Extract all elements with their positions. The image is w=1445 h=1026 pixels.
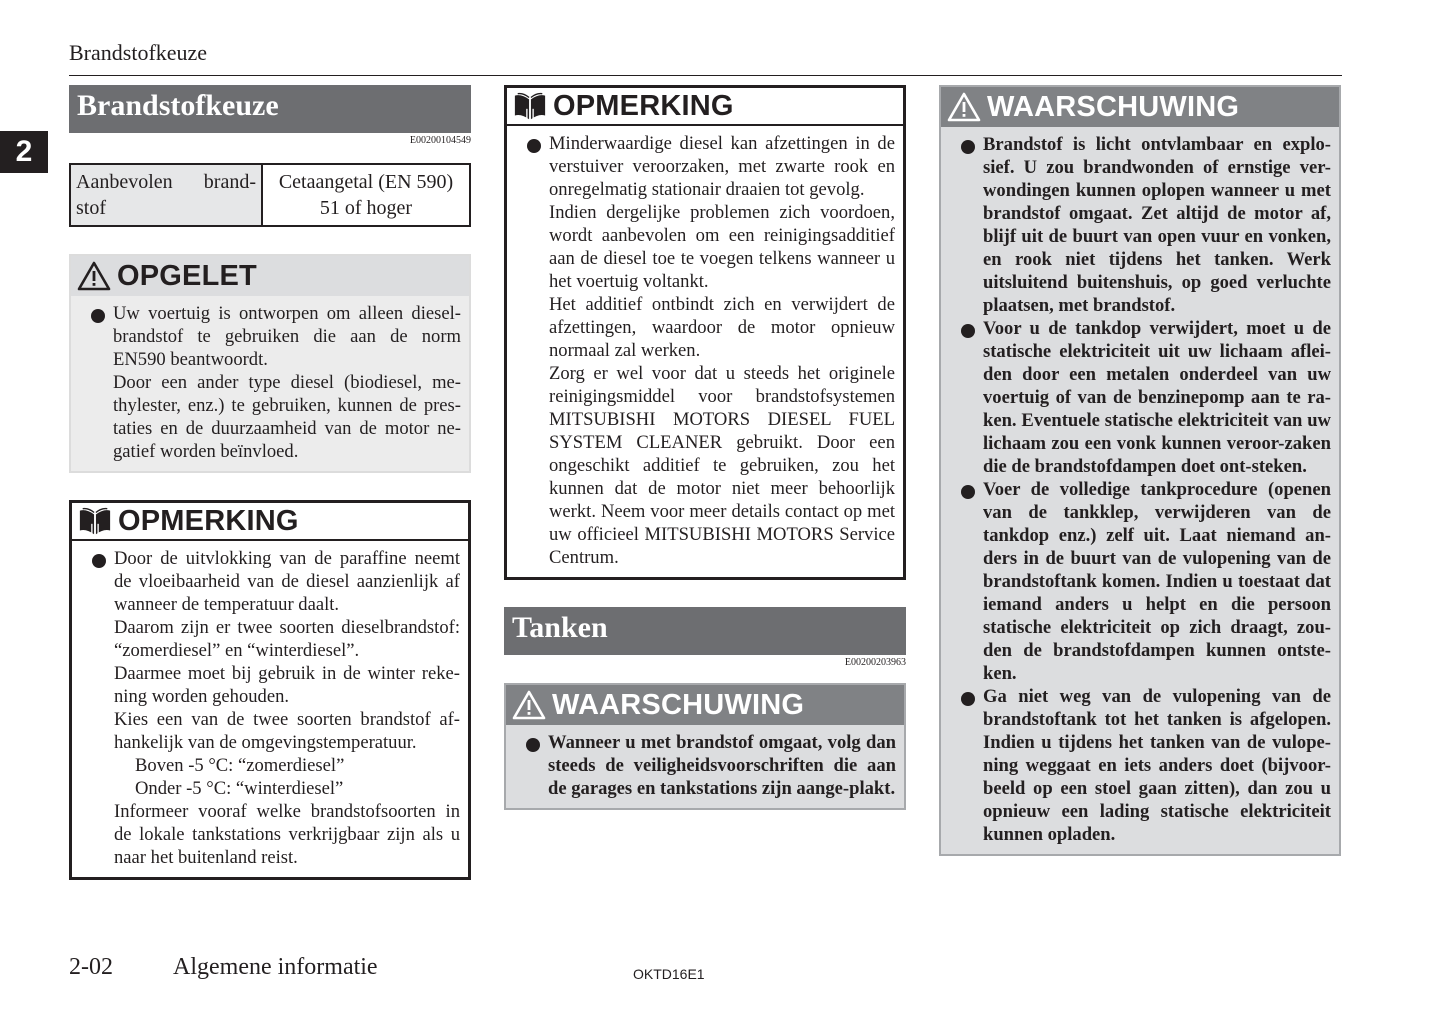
- warning-title: WAARSCHUWING: [552, 688, 805, 721]
- paragraph: Voer de volledige tankprocedure (openen van de tankklep, verwijderen van de tankdop enz.) zelf uit. Laat niemand an-ders in de buurt van de vulopening van de brandstoftank komen. Indien u toestaat dat iemand anders u helpt en die persoon statische elektriciteit op zich draagt, zou-den de brandstofdampen kunnen ontste-ken.: [983, 479, 1331, 684]
- list-item: [947, 478, 1331, 685]
- table-key-cell: Aanbevolen brand-stof: [70, 164, 262, 226]
- warning-triangle-icon: [947, 91, 981, 123]
- caution-title: OPGELET: [117, 259, 257, 292]
- paragraph: Brandstof is licht ontvlambaar en explo-sief. U zou brandwonden of ernstige ver-wondingen kunnen oplopen wanneer u met brandstof omgaat. Zet altijd de motor af, blijf uit de buurt van open vuur en vonken, en rook niet tijdens het tanken. Werk uitsluitend buitenshuis, op goed verluchte plaatsen, met brandstof.: [983, 134, 1331, 316]
- warning-body: [506, 725, 904, 808]
- table-value-line: Cetaangetal (EN 590): [278, 171, 454, 193]
- column-right: [939, 85, 1341, 856]
- paragraph: Indien dergelijke problemen zich voordoen, wordt aanbevolen om een reinigingsadditief aan de diesel toe te voegen telkens wanneer u het voertuig voltankt.: [549, 202, 895, 292]
- note-body: [72, 541, 468, 877]
- note-box: [504, 85, 906, 580]
- page-number: 2-02: [69, 954, 113, 980]
- bullet-icon: [961, 140, 975, 154]
- table-value-cell: [262, 164, 470, 226]
- column-left: [69, 85, 471, 880]
- note-title: OPMERKING: [118, 504, 299, 537]
- paragraph: Uw voertuig is ontworpen om alleen diesel-brandstof te gebruiken die aan de norm EN590 beantwoordt.: [113, 303, 461, 370]
- list-item: [512, 731, 896, 800]
- list-item: [78, 547, 460, 869]
- paragraph: Daarom zijn er twee soorten dieselbrandstof: “zomerdiesel” en “winterdiesel”.: [114, 617, 460, 661]
- list-item: [513, 132, 895, 569]
- bullet-icon: [961, 324, 975, 338]
- paragraph: Door een ander type diesel (biodiesel, me-thylester, enz.) te gebruiken, kunnen de pres-taties en de duurzaamheid van de motor ne-gatief worden beïnvloed.: [113, 372, 461, 462]
- bullet-icon: [961, 485, 975, 499]
- bullet-icon: [961, 692, 975, 706]
- column-middle: [504, 85, 906, 810]
- bullet-icon: [526, 738, 540, 752]
- open-book-icon: [513, 90, 547, 122]
- paragraph: Kies een van de twee soorten brandstof af-hankelijk van de omgevingstemperatuur.: [114, 709, 460, 753]
- paragraph: Ga niet weg van de vulopening van de brandstoftank tot het tanken is afgelopen. Indien u tijdens het tanken van de vulope-ning weggaat en iets anders doet (bijvoor-beeld op een stoel gaan zitten), dan zou u opnieuw een lading statische elektriciteit kunnen opladen.: [983, 686, 1331, 845]
- list-item: [947, 133, 1331, 317]
- table-value-line: 51 of hoger: [319, 197, 413, 219]
- paragraph: Voor u de tankdop verwijdert, moet u de statische elektriciteit uit uw lichaam aflei-den door een metalen onderdeel van uw voertuig of van de benzinepomp aan te ra-ken. Eventuele statische elektriciteit van uw lichaam zou een vonk kunnen veroor-zaken die de brandstofdampen doet ont-steken.: [983, 318, 1331, 477]
- warning-triangle-icon: [512, 689, 546, 721]
- list-item: [947, 685, 1331, 846]
- caution-box: [69, 254, 471, 473]
- section-code: E00200104549: [409, 135, 471, 146]
- paragraph: Informeer vooraf welke brandstofsoorten in de lokale tankstations verkrijgbaar zijn als u naar het buitenland reist.: [114, 801, 460, 868]
- warning-body: [941, 127, 1339, 854]
- temperature-rule: Onder -5 °C: “winterdiesel”: [135, 778, 344, 799]
- paragraph: Wanneer u met brandstof omgaat, volg dan steeds de veiligheidsvoorschriften die aan de garages en tankstations zijn aange-plakt.: [548, 732, 896, 799]
- note-header: [72, 503, 468, 541]
- bullet-icon: [91, 309, 105, 323]
- warning-header: [941, 87, 1339, 127]
- chapter-tab[interactable]: 2: [0, 131, 48, 173]
- bullet-icon: [527, 139, 541, 153]
- note-header: [507, 88, 903, 126]
- note-title: OPMERKING: [553, 89, 734, 122]
- footer-doc-code: OKTD16E1: [633, 966, 705, 982]
- open-book-icon: [78, 505, 112, 537]
- fuel-spec-table: [69, 163, 471, 227]
- note-box: [69, 500, 471, 880]
- list-item: [77, 302, 461, 463]
- footer-chapter-title: Algemene informatie: [173, 954, 378, 980]
- paragraph: Door de uitvlokking van de paraffine neemt de vloeibaarheid van de diesel aanzienlijk af wanneer de temperatuur daalt.: [114, 548, 460, 615]
- caution-header: [71, 256, 469, 296]
- paragraph: Daarmee moet bij gebruik in de winter reke-ning worden gehouden.: [114, 663, 460, 707]
- warning-box: [939, 85, 1341, 856]
- table-row: [70, 164, 470, 226]
- section-title-tanken: Tanken: [504, 607, 906, 655]
- section-code: E00200203963: [844, 657, 906, 668]
- warning-title: WAARSCHUWING: [987, 90, 1240, 123]
- header-rule: [69, 75, 1342, 76]
- caution-body: [71, 296, 469, 471]
- temperature-rule: Boven -5 °C: “zomerdiesel”: [135, 755, 345, 776]
- paragraph: Het additief ontbindt zich en verwijdert de afzettingen, waardoor de motor opnieuw normaal zal werken.: [549, 294, 895, 361]
- warning-header: [506, 685, 904, 725]
- warning-box: [504, 683, 906, 810]
- bullet-icon: [92, 554, 106, 568]
- section-title-brandstofkeuze: Brandstofkeuze: [69, 85, 471, 133]
- note-body: [507, 126, 903, 577]
- paragraph: Minderwaardige diesel kan afzettingen in de verstuiver veroorzaken, met zwarte rook en onregelmatig stationair draaien tot gevolg.: [549, 133, 895, 200]
- list-item: [947, 317, 1331, 478]
- warning-triangle-icon: [77, 260, 111, 292]
- running-header-title: Brandstofkeuze: [69, 40, 208, 65]
- paragraph: Zorg er wel voor dat u steeds het originele reinigingsmiddel voor brandstofsystemen MITSUBISHI MOTORS DIESEL FUEL SYSTEM CLEANER gebruikt. Door een ongeschikt additief te gebruiken, zou het kunnen dat de motor niet meer behoorlijk werkt. Neem voor meer details contact op met uw officieel MITSUBISHI MOTORS Service Centrum.: [549, 363, 895, 568]
